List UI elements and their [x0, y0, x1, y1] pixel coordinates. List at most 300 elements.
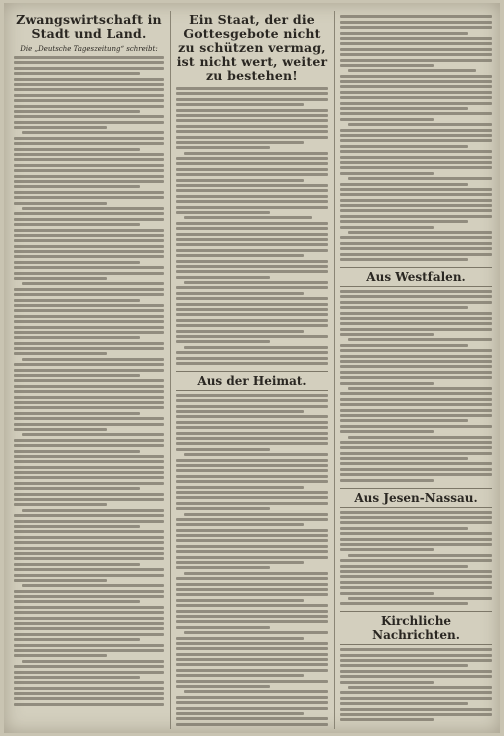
text-line [340, 102, 492, 105]
text-line [176, 583, 328, 586]
article-body [340, 511, 492, 606]
column-rule [334, 11, 335, 729]
text-line [14, 638, 140, 641]
text-line [176, 357, 328, 360]
text-line [340, 392, 492, 395]
article-body [176, 87, 328, 365]
text-line [176, 442, 328, 445]
text-line [14, 115, 164, 118]
text-line [14, 401, 164, 404]
text-line [14, 671, 164, 674]
text-line [340, 403, 492, 406]
text-line [340, 430, 434, 433]
text-line [340, 414, 492, 417]
text-line [340, 134, 492, 137]
text-line [14, 137, 164, 140]
text-line [340, 468, 492, 471]
text-line [176, 502, 328, 505]
text-line [14, 363, 164, 366]
text-line [340, 21, 492, 24]
text-line [176, 238, 328, 241]
text-line [340, 290, 492, 293]
text-line [176, 523, 304, 526]
text-line [340, 129, 492, 132]
section-heading: Aus Westfalen. [340, 267, 492, 287]
text-line [14, 417, 164, 420]
text-line [14, 72, 140, 75]
text-line [340, 511, 492, 514]
text-line [176, 340, 270, 343]
text-line [176, 184, 328, 187]
article-headline: Ein Staat, der die Gottesgebote nicht zu schützen vermag, ist nicht wert, weiter zu bestehen! [176, 13, 328, 83]
text-line [176, 518, 328, 521]
column-2 [176, 13, 328, 729]
text-line [340, 91, 492, 94]
text-line [176, 297, 328, 300]
text-line [176, 410, 304, 413]
text-line [176, 696, 328, 699]
text-line [176, 87, 328, 90]
text-line [176, 685, 270, 688]
text-line [14, 61, 164, 64]
text-line [176, 324, 328, 327]
text-line [176, 459, 328, 462]
text-line [340, 59, 492, 62]
text-line [340, 344, 468, 347]
text-line [14, 606, 164, 609]
section-heading: Aus der Heimat. [176, 371, 328, 391]
text-line [176, 162, 328, 165]
column-3 [340, 13, 492, 729]
text-line [22, 207, 164, 210]
text-line [176, 647, 328, 650]
text-line [340, 247, 492, 250]
text-line [176, 448, 270, 451]
text-line [340, 85, 492, 88]
text-line [340, 215, 492, 218]
text-line [14, 369, 164, 372]
text-line [340, 382, 434, 385]
text-line [176, 556, 328, 559]
text-line [176, 599, 304, 602]
text-line [176, 98, 328, 101]
text-line [176, 426, 328, 429]
text-line [22, 584, 164, 587]
text-line [14, 520, 164, 523]
text-line [348, 231, 492, 234]
text-line [14, 99, 164, 102]
text-line [14, 78, 164, 81]
text-line [340, 355, 492, 358]
text-line [14, 622, 164, 625]
text-line [14, 266, 164, 269]
text-line [176, 539, 328, 542]
text-line [14, 530, 164, 533]
text-line [340, 53, 492, 56]
text-line [14, 110, 140, 113]
text-line [176, 588, 328, 591]
text-line [340, 166, 492, 169]
text-line [340, 425, 492, 428]
text-line [14, 320, 164, 323]
text-line [176, 195, 328, 198]
text-line [14, 390, 164, 393]
article-headline: Zwangswirtschaft in Stadt und Land. [16, 13, 162, 41]
text-line [14, 180, 164, 183]
text-line [14, 385, 164, 388]
text-line [14, 229, 164, 232]
text-line [340, 570, 492, 573]
text-line [340, 581, 492, 584]
text-line [340, 42, 492, 45]
text-line [14, 600, 140, 603]
text-line [340, 586, 492, 589]
text-line [340, 441, 492, 444]
text-line [176, 265, 328, 268]
text-line [340, 193, 492, 196]
text-line [176, 270, 328, 273]
text-line [176, 593, 328, 596]
text-line [176, 227, 328, 230]
text-line [176, 712, 304, 715]
text-line [14, 202, 107, 205]
text-line [176, 146, 270, 149]
text-line [176, 243, 328, 246]
text-line [176, 179, 304, 182]
text-line [176, 189, 328, 192]
text-line [340, 559, 492, 562]
text-line [14, 444, 164, 447]
text-line [14, 164, 164, 167]
text-line [14, 121, 164, 124]
text-line [14, 406, 164, 409]
text-line [176, 394, 328, 397]
text-line [176, 308, 328, 311]
text-line [340, 301, 492, 304]
text-line [14, 498, 164, 501]
text-line [340, 548, 434, 551]
text-line [14, 223, 140, 226]
text-line [176, 249, 328, 252]
text-line [340, 543, 492, 546]
text-line [340, 419, 468, 422]
text-line [340, 48, 492, 51]
text-line [14, 169, 164, 172]
text-line [176, 496, 328, 499]
text-line [14, 536, 164, 539]
text-line [176, 335, 328, 338]
text-line [340, 527, 468, 530]
text-line [14, 611, 164, 614]
text-line [14, 703, 164, 706]
text-line [340, 654, 492, 657]
text-line [340, 360, 492, 363]
text-line [340, 479, 434, 482]
text-line [340, 242, 492, 245]
text-line [176, 437, 328, 440]
text-line [14, 649, 164, 652]
text-line [340, 322, 492, 325]
text-line [340, 691, 492, 694]
text-line [22, 282, 164, 285]
text-line [340, 145, 468, 148]
text-line [14, 239, 164, 242]
text-line [348, 686, 492, 689]
text-line [348, 554, 492, 557]
text-line [176, 103, 304, 106]
text-line [176, 136, 328, 139]
text-line [14, 557, 164, 560]
text-line [176, 319, 328, 322]
text-line [348, 69, 476, 72]
text-line [340, 258, 468, 261]
text-line [14, 315, 164, 318]
text-line [14, 552, 164, 555]
text-line [14, 476, 164, 479]
text-line [14, 342, 164, 345]
text-line [340, 664, 468, 667]
text-line [340, 32, 468, 35]
text-line [14, 471, 164, 474]
text-line [176, 141, 304, 144]
text-line [14, 255, 164, 258]
text-line [176, 119, 328, 122]
text-line [22, 131, 164, 134]
text-line [176, 362, 328, 365]
text-line [14, 439, 164, 442]
column-1 [14, 13, 164, 729]
text-line [22, 433, 164, 436]
text-line [14, 336, 140, 339]
text-line [176, 475, 328, 478]
text-line [14, 493, 164, 496]
text-line [340, 118, 434, 121]
text-line [340, 446, 492, 449]
text-line [348, 436, 492, 439]
section-heading: Aus Jesen-Nassau. [340, 488, 492, 508]
text-line [340, 150, 492, 153]
text-line [14, 347, 164, 350]
text-line [14, 450, 140, 453]
text-line [176, 211, 270, 214]
text-line [176, 114, 328, 117]
text-line [184, 216, 312, 219]
text-line [340, 713, 492, 716]
text-line [184, 281, 328, 284]
text-line [348, 597, 492, 600]
text-line [14, 412, 140, 415]
text-line [340, 112, 492, 115]
text-line [340, 253, 492, 256]
article-body [340, 648, 492, 721]
text-line [340, 80, 492, 83]
text-line [340, 697, 492, 700]
text-line [176, 534, 328, 537]
text-line [184, 690, 328, 693]
text-line [340, 670, 492, 673]
text-line [176, 723, 328, 726]
text-line [340, 592, 434, 595]
text-line [14, 396, 164, 399]
text-line [176, 701, 328, 704]
text-line [176, 92, 328, 95]
text-line [176, 566, 270, 569]
text-line [176, 653, 328, 656]
text-line [340, 371, 492, 374]
text-line [176, 669, 328, 672]
text-line [340, 172, 434, 175]
text-line [176, 206, 328, 209]
text-line [14, 56, 164, 59]
text-line [176, 292, 304, 295]
text-line [14, 482, 164, 485]
text-line [340, 575, 492, 578]
text-line [14, 142, 164, 145]
text-line [176, 233, 328, 236]
text-line [14, 191, 164, 194]
text-line [14, 288, 164, 291]
article-body [340, 290, 492, 482]
text-line [14, 175, 164, 178]
text-line [340, 226, 434, 229]
text-line [14, 627, 164, 630]
text-line [176, 637, 304, 640]
text-line [14, 352, 107, 355]
text-line [176, 491, 328, 494]
text-line [14, 299, 140, 302]
text-line [14, 541, 164, 544]
text-line [340, 64, 434, 67]
text-line [14, 455, 164, 458]
text-line [340, 220, 468, 223]
text-line [340, 462, 492, 465]
text-line [348, 387, 492, 390]
text-line [340, 75, 492, 78]
text-line [176, 260, 328, 263]
text-line [176, 330, 304, 333]
text-line [176, 109, 328, 112]
text-line [176, 130, 328, 133]
text-line [340, 708, 492, 711]
text-line [14, 676, 140, 679]
text-line [348, 123, 492, 126]
text-line [340, 96, 492, 99]
text-line [340, 26, 492, 29]
text-line [340, 306, 468, 309]
text-line [176, 405, 328, 408]
text-line [176, 415, 328, 418]
text-line [176, 680, 328, 683]
text-line [14, 423, 164, 426]
text-line [176, 717, 328, 720]
column-rule [170, 11, 171, 729]
text-line [14, 525, 140, 528]
text-line [340, 161, 492, 164]
article-body [176, 394, 328, 726]
text-line [14, 196, 164, 199]
text-line [176, 399, 328, 402]
text-line [14, 692, 164, 695]
text-line [176, 469, 328, 472]
text-line [340, 15, 492, 18]
text-line [14, 212, 164, 215]
text-line [184, 513, 328, 516]
text-line [14, 503, 107, 506]
text-line [340, 209, 492, 212]
text-line [14, 487, 140, 490]
text-line [176, 125, 328, 128]
text-line [176, 486, 304, 489]
text-line [14, 83, 164, 86]
text-line [176, 351, 328, 354]
text-line [14, 466, 164, 469]
text-line [176, 313, 328, 316]
text-line [176, 658, 328, 661]
text-line [340, 312, 492, 315]
text-line [184, 152, 328, 155]
text-line [176, 577, 328, 580]
text-line [340, 236, 492, 239]
text-line [340, 188, 492, 191]
text-line [340, 376, 492, 379]
text-line [340, 457, 468, 460]
text-line [176, 620, 328, 623]
text-line [14, 185, 140, 188]
text-line [176, 550, 328, 553]
text-line [184, 572, 328, 575]
text-line [176, 707, 328, 710]
text-line [176, 222, 328, 225]
text-line [14, 697, 164, 700]
text-line [340, 295, 492, 298]
text-line [14, 514, 164, 517]
text-line [14, 261, 140, 264]
text-line [176, 480, 328, 483]
text-line [340, 139, 492, 142]
text-line [176, 157, 328, 160]
text-line [22, 660, 164, 663]
text-line [176, 615, 328, 618]
section-heading: Kirchliche Nachrichten. [340, 611, 492, 645]
text-line [14, 94, 164, 97]
text-line [176, 200, 328, 203]
text-line [176, 674, 304, 677]
article-body [340, 15, 492, 261]
text-line [176, 561, 304, 564]
text-line [14, 272, 164, 275]
text-line [340, 365, 492, 368]
text-line [14, 379, 164, 382]
text-line [14, 633, 164, 636]
text-line [348, 177, 492, 180]
text-line [14, 374, 140, 377]
text-line [14, 158, 164, 161]
text-line [340, 398, 492, 401]
text-line [176, 286, 328, 289]
text-line [340, 183, 468, 186]
text-line [14, 687, 164, 690]
text-line [14, 665, 164, 668]
text-line [14, 234, 164, 237]
text-line [22, 358, 164, 361]
text-line [184, 346, 328, 349]
article-body [14, 56, 164, 706]
text-line [340, 602, 468, 605]
text-line [184, 631, 328, 634]
text-line [14, 681, 164, 684]
text-line [340, 516, 492, 519]
text-line [176, 168, 328, 171]
